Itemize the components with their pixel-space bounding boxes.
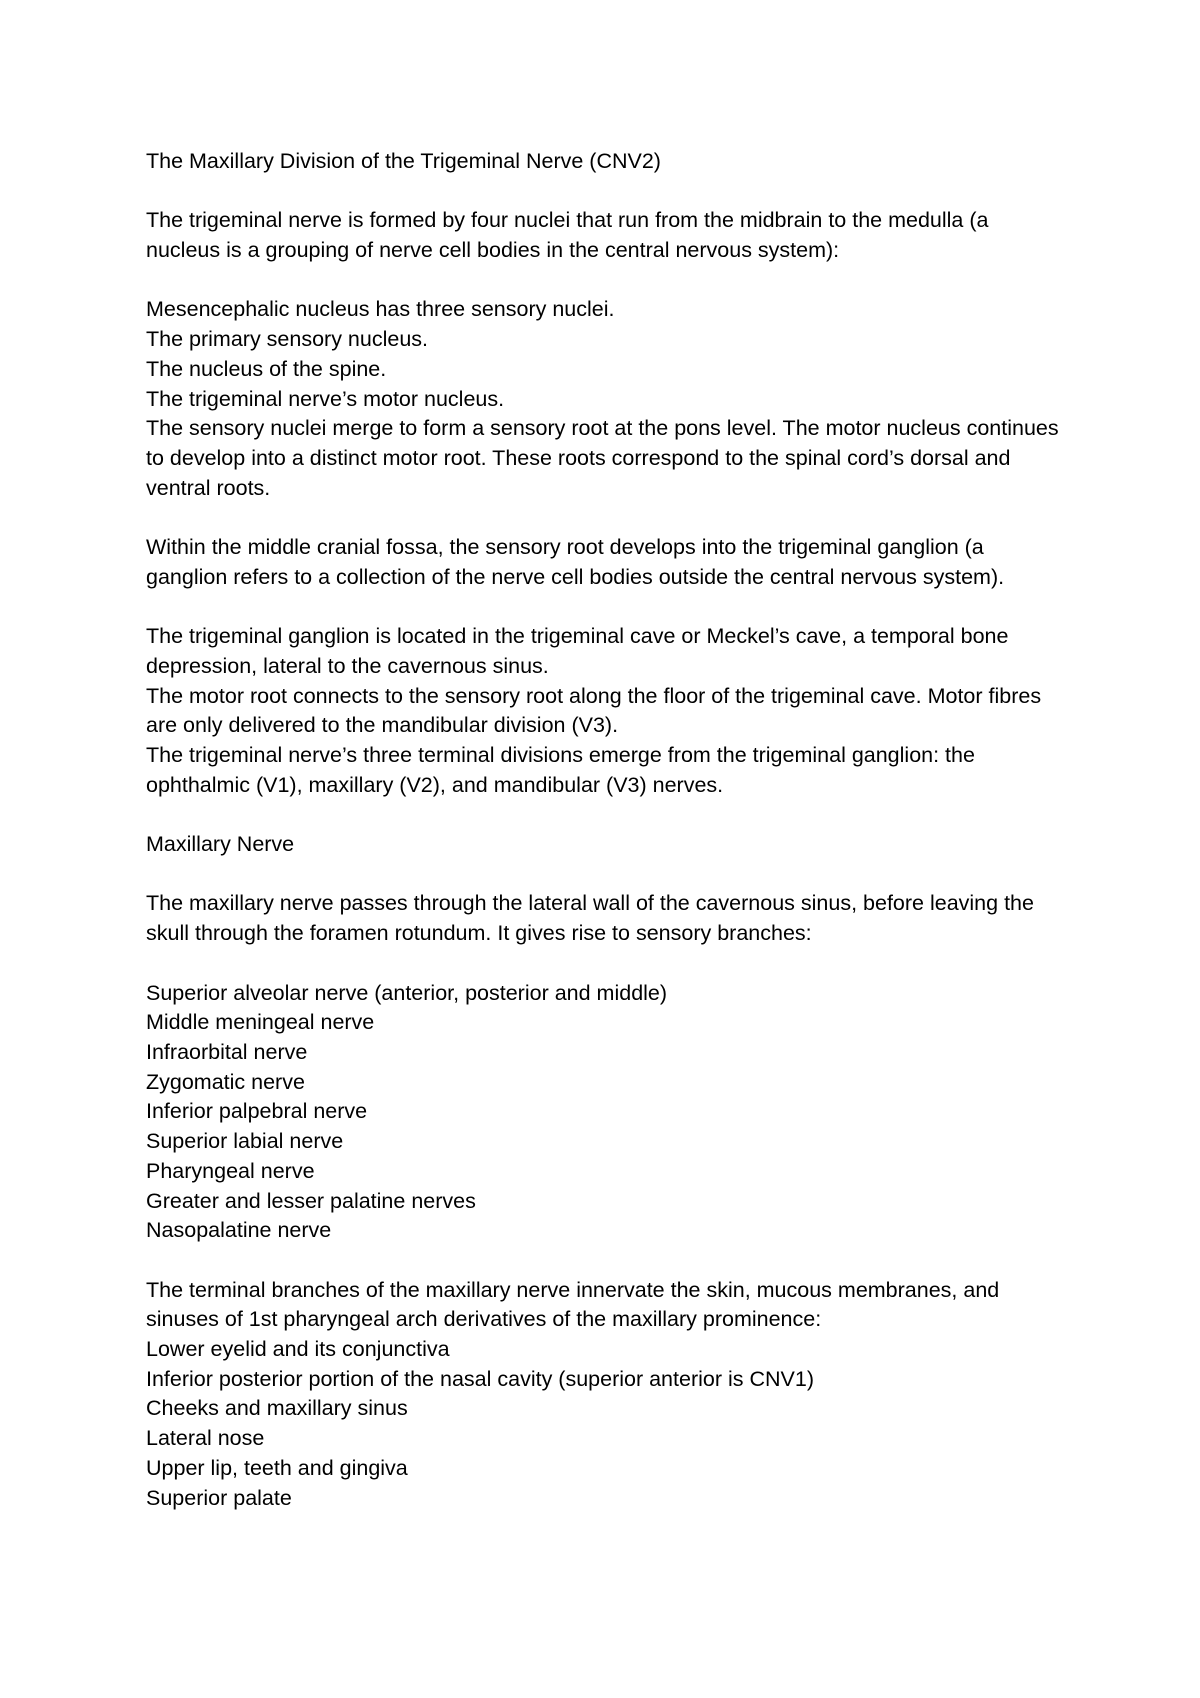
list-item: Pharyngeal nerve	[146, 1158, 315, 1183]
cave-paragraph: The trigeminal ganglion is located in the trigeminal cave or Meckel’s cave, a temporal bone depression, lateral to the cavernous sinus.	[146, 624, 1009, 678]
list-item: Cheeks and maxillary sinus	[146, 1396, 408, 1421]
branches-list	[146, 979, 1066, 1246]
maxillary-heading: Maxillary Nerve	[146, 832, 295, 857]
list-item: Upper lip, teeth and gingiva	[146, 1455, 408, 1480]
list-item: The primary sensory nucleus.	[146, 327, 428, 352]
list-item: Middle meningeal nerve	[146, 1010, 375, 1035]
spacer	[146, 1246, 1066, 1276]
innervation-list	[146, 1335, 1066, 1513]
nuclei-list	[146, 295, 1066, 414]
list-item: Superior alveolar nerve (anterior, posterior and middle)	[146, 980, 668, 1005]
spacer	[146, 800, 1066, 830]
spacer	[146, 949, 1066, 979]
list-item: Greater and lesser palatine nerves	[146, 1188, 476, 1213]
spacer	[146, 860, 1066, 890]
terminal-paragraph: The terminal branches of the maxillary nerve innervate the skin, mucous membranes, and sinuses of 1st pharyngeal arch derivatives of the maxillary prominence:	[146, 1277, 1000, 1332]
spacer	[146, 266, 1066, 296]
spacer	[146, 177, 1066, 207]
list-item: Mesencephalic nucleus has three sensory nuclei.	[146, 297, 615, 322]
intro-paragraph: The trigeminal nerve is formed by four nuclei that run from the midbrain to the medulla (a nucleus is a grouping of nerve cell bodies in the central nervous system):	[146, 208, 989, 263]
maxillary-paragraph: The maxillary nerve passes through the lateral wall of the cavernous sinus, before leaving the skull through the foramen rotundum. It gives rise to sensory branches:	[146, 891, 1034, 946]
spacer	[146, 593, 1066, 623]
list-item: Superior labial nerve	[146, 1129, 344, 1154]
document-body	[146, 147, 1066, 1513]
ganglion-paragraph: Within the middle cranial fossa, the sensory root develops into the trigeminal ganglion (a ganglion refers to a collection of the nerve cell bodies outside the central nervous system).	[146, 535, 1005, 589]
list-item: Lateral nose	[146, 1426, 265, 1451]
divisions-paragraph: The trigeminal nerve’s three terminal divisions emerge from the trigeminal ganglion: the ophthalmic (V1), maxillary (V2), and mandibular (V3) nerves.	[146, 743, 975, 797]
list-item: The nucleus of the spine.	[146, 356, 387, 381]
list-item: Inferior palpebral nerve	[146, 1099, 368, 1124]
list-item: Zygomatic nerve	[146, 1069, 305, 1094]
document-title: The Maxillary Division of the Trigeminal Nerve (CNV2)	[146, 149, 661, 173]
motor-root-paragraph: The motor root connects to the sensory root along the floor of the trigeminal cave. Motor fibres are only delivered to the mandibular division (V3).	[146, 683, 1042, 738]
roots-paragraph: The sensory nuclei merge to form a sensory root at the pons level. The motor nucleus continues to develop into a distinct motor root. These roots correspond to the spinal cord’s dorsal and ventral roots.	[146, 416, 1059, 500]
list-item: Superior palate	[146, 1485, 292, 1510]
list-item: Infraorbital nerve	[146, 1039, 308, 1064]
spacer	[146, 503, 1066, 533]
list-item: Nasopalatine nerve	[146, 1218, 332, 1243]
list-item: Lower eyelid and its conjunctiva	[146, 1337, 450, 1361]
list-item: Inferior posterior portion of the nasal cavity (superior anterior is CNV1)	[146, 1366, 814, 1391]
list-item: The trigeminal nerve’s motor nucleus.	[146, 386, 505, 411]
